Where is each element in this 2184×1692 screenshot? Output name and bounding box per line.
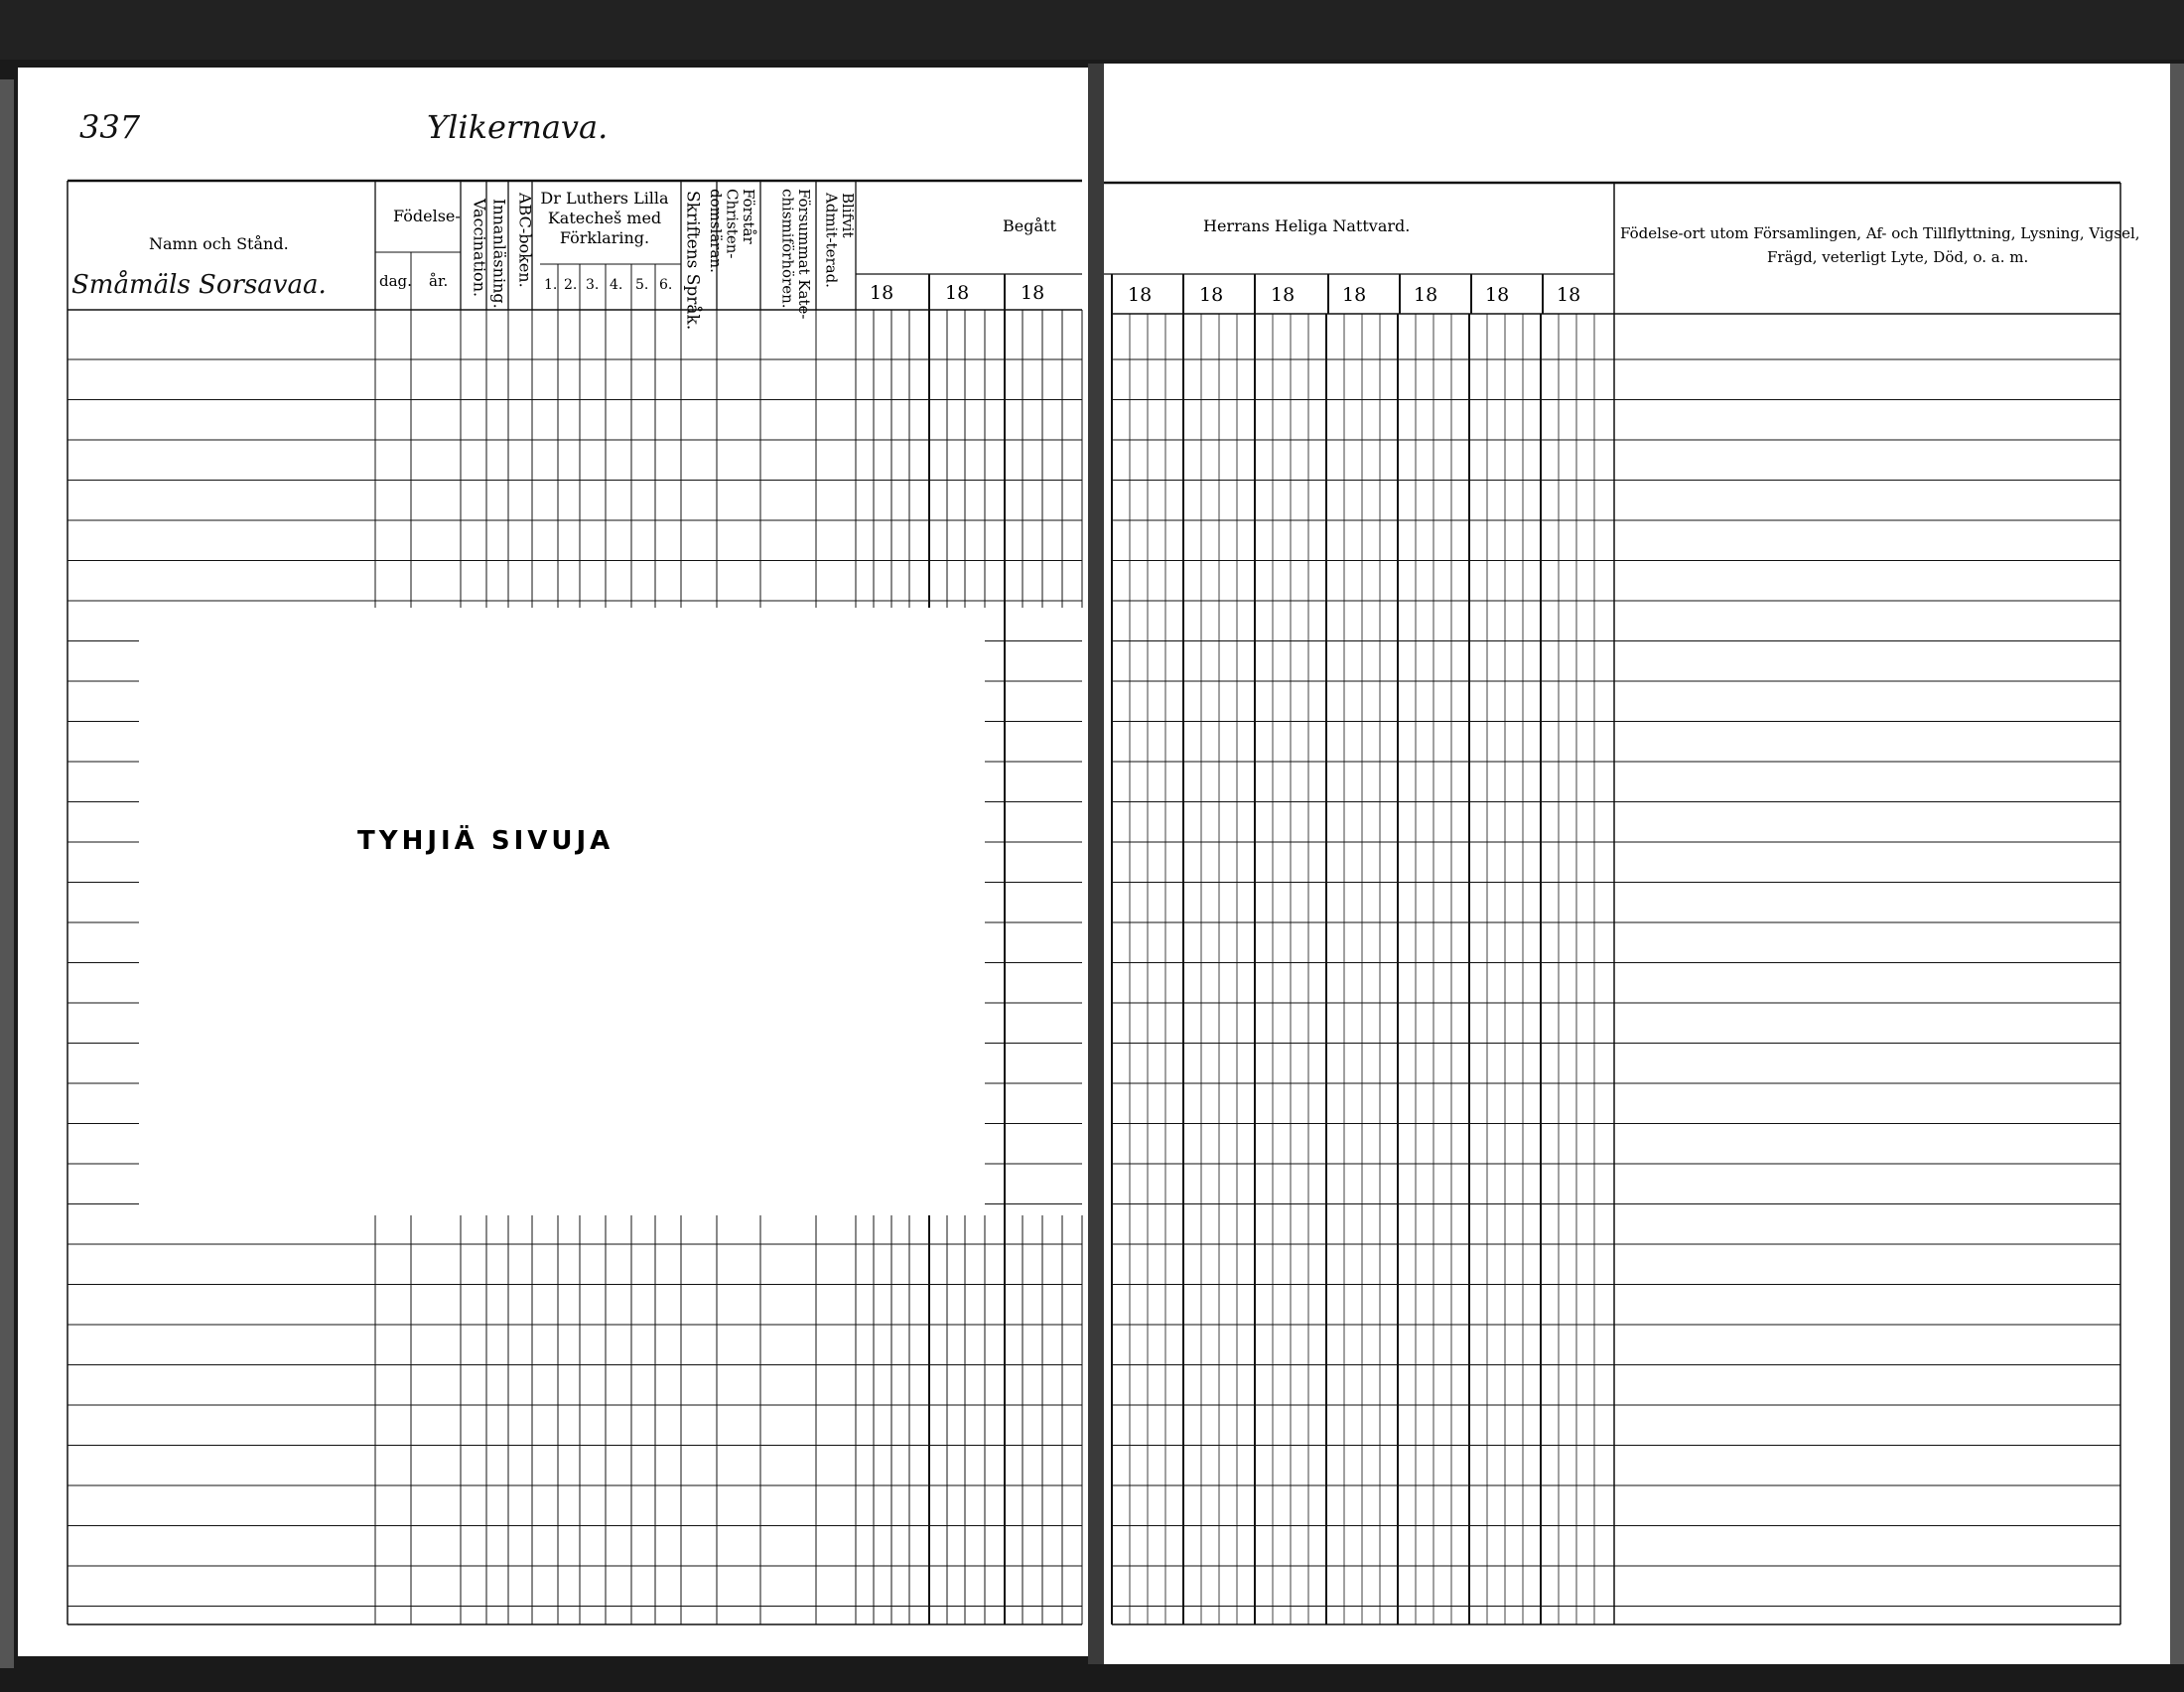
innanlasning-label: Innanläsning. [489, 199, 509, 309]
nattvard-header: Herrans Heliga Nattvard. [1203, 216, 1411, 235]
name-column-header: Namn och Stånd. [149, 234, 289, 253]
handwritten-entry: Småmäls Sorsavaa. [71, 270, 327, 300]
luther-number: 3. [586, 277, 600, 293]
page-number: 337 [79, 108, 141, 146]
vaccination-label: Vaccination. [470, 199, 489, 298]
left-year-prefix: 18 [945, 282, 970, 304]
right-year-prefix: 18 [1414, 284, 1438, 306]
luther-number: 2. [564, 277, 578, 293]
forsummat-label: Försummat Kate-chismiförhören. [778, 189, 813, 320]
left-year-prefix: 18 [1021, 282, 1045, 304]
right-page [1100, 64, 2180, 1664]
blifvit-label: Blifvit Admit-terad. [822, 193, 857, 288]
abc-label: ABC-boken. [515, 193, 535, 288]
luther-header: Dr Luthers Lilla Katecheš med Förklaring. [540, 189, 669, 247]
remarks-header-line2: Frägd, veterligt Lyte, Död, o. a. m. [1767, 248, 2029, 266]
left-year-prefix: 18 [870, 282, 894, 304]
right-year-prefix: 18 [1557, 284, 1581, 306]
right-year-prefix: 18 [1485, 284, 1510, 306]
village-name: Ylikernava. [427, 108, 609, 146]
birth-header: Födelse- [393, 207, 461, 225]
right-year-prefix: 18 [1199, 284, 1224, 306]
begatt-header: Begått [1003, 216, 1056, 235]
remarks-header-line1: Födelse-ort utom Församlingen, Af- och Tillflyttning, Lysning, Vigsel, [1620, 224, 2140, 242]
luther-number: 5. [635, 277, 649, 293]
right-year-prefix: 18 [1128, 284, 1153, 306]
luther-number: 1. [544, 277, 558, 293]
luther-number: 4. [610, 277, 623, 293]
forstar-label: Förstår Christen-domsläran. [707, 189, 757, 273]
blank-stamp-area [139, 608, 985, 1215]
right-year-prefix: 18 [1271, 284, 1296, 306]
skriftens-sprak-label: Skriftens Språk. [682, 191, 703, 331]
right-year-prefix: 18 [1342, 284, 1367, 306]
birth-day-label: dag. [379, 272, 412, 290]
blank-pages-stamp: TYHJIÄ SIVUJA [357, 826, 614, 856]
birth-year-label: år. [429, 272, 449, 290]
luther-number: 6. [659, 277, 673, 293]
